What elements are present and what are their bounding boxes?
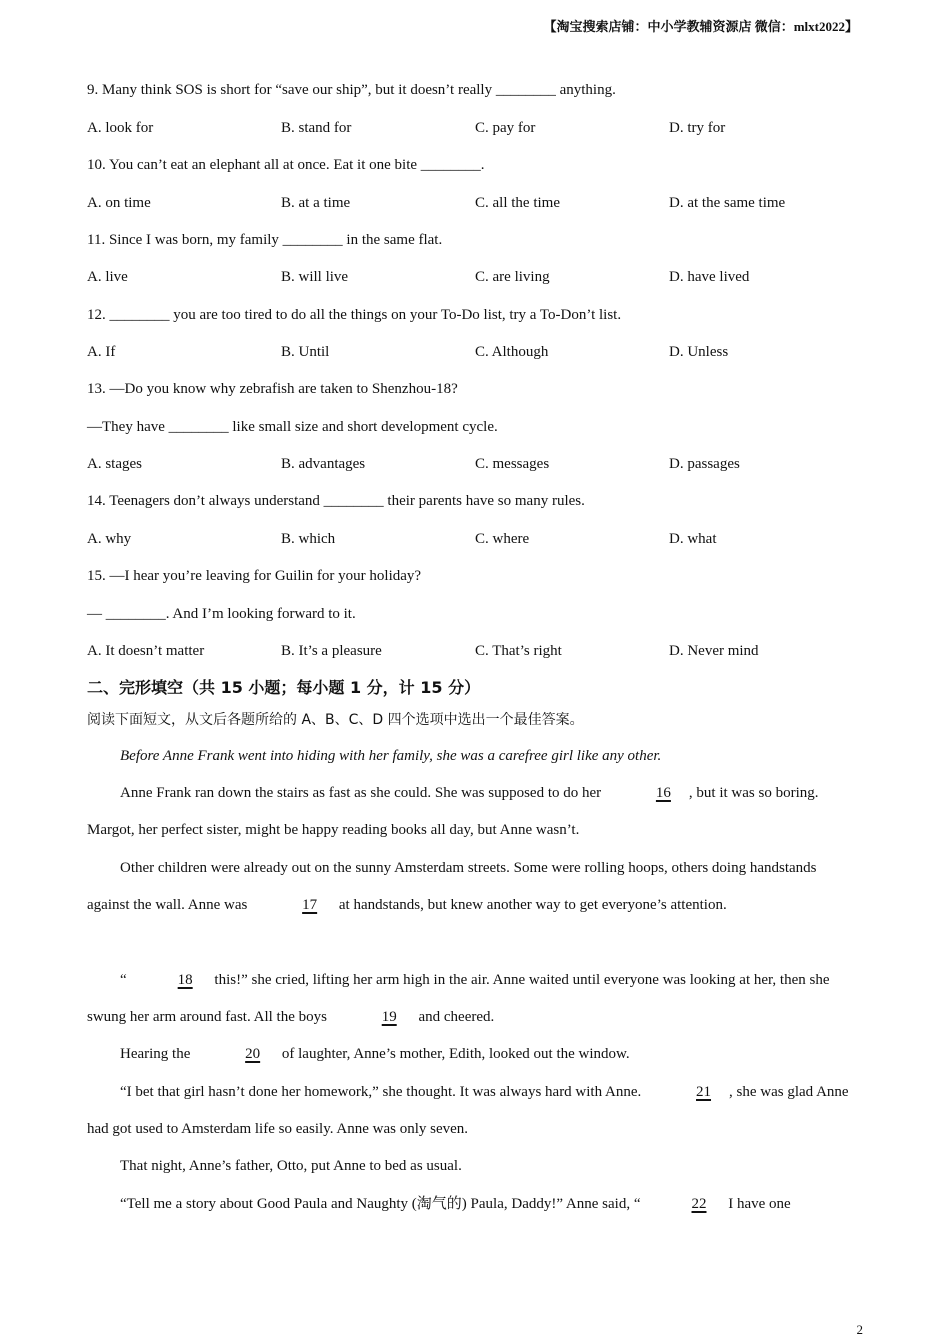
- question-14-stem: 14. Teenagers don’t always understand ________ their parents have so many rules.: [87, 493, 585, 509]
- option-d: D. at the same time: [669, 195, 786, 211]
- text: Hearing the: [120, 1046, 195, 1062]
- option-c: C. all the time: [475, 195, 560, 211]
- option-a: A. stages: [87, 456, 142, 472]
- option-a: A. live: [87, 269, 128, 285]
- blank-20: 20: [245, 1046, 261, 1062]
- passage-paragraph-4: [87, 1036, 858, 1073]
- passage-paragraph-2: [87, 850, 858, 924]
- blank-21: 21: [696, 1084, 712, 1100]
- option-c: C. Although: [475, 344, 549, 360]
- passage-paragraph-6: That night, Anne’s father, Otto, put Anne to bed as usual.: [120, 1158, 462, 1174]
- passage-paragraph-5: [87, 1074, 858, 1148]
- blank-18: 18: [177, 972, 193, 988]
- question-13-options: [87, 456, 867, 476]
- option-d: D. have lived: [669, 269, 750, 285]
- passage-paragraph-3: [87, 962, 858, 1036]
- text: Anne Frank ran down the stairs as fast as she could. She was supposed to do her: [120, 785, 605, 801]
- passage-paragraph-7: [87, 1186, 858, 1223]
- option-d: D. try for: [669, 120, 726, 136]
- text: , but it was so boring. Margot, her perfect sister, might be happy reading books all day, but Anne wasn’t.: [87, 785, 819, 838]
- question-15-options: [87, 643, 867, 663]
- text: “I bet that girl hasn’t done her homework,” she thought. It was always hard with Anne.: [120, 1084, 646, 1100]
- page-number: 2: [856, 1322, 863, 1337]
- question-13-stem: 13. —Do you know why zebrafish are taken to Shenzhou-18?: [87, 381, 458, 397]
- question-12-stem: 12. ________ you are too tired to do all the things on your To-Do list, try a To-Don’t list.: [87, 307, 622, 323]
- option-c: C. where: [475, 531, 530, 547]
- text: Other children were already out on the sunny Amsterdam streets. Some were rolling hoops, others doing handstands against the wall. Anne was: [87, 860, 817, 913]
- option-a: A. It doesn’t matter: [87, 643, 205, 659]
- option-b: B. Until: [281, 344, 330, 360]
- question-12-options: [87, 344, 867, 364]
- option-b: B. which: [281, 531, 336, 547]
- option-b: B. It’s a pleasure: [281, 643, 382, 659]
- option-b: B. will live: [281, 269, 349, 285]
- blank-16: 16: [655, 785, 671, 801]
- blank-22: 22: [691, 1196, 707, 1212]
- text: “: [120, 972, 127, 988]
- question-14-options: [87, 531, 867, 551]
- text: , she was glad Anne had got used to Amsterdam life so easily. Anne was only seven.: [87, 1084, 849, 1137]
- blank-19: 19: [381, 1009, 397, 1025]
- blank-17: 17: [302, 897, 318, 913]
- text: and cheered.: [414, 1009, 495, 1025]
- page-header: 【淘宝搜索店铺：中小学教辅资源店 微信：mlxt2022】: [543, 19, 858, 34]
- text: this!” she cried, lifting her arm high in the air. Anne waited until everyone was looking at her, then she swung her arm around fast. All the boys: [87, 972, 830, 1025]
- question-11-options: [87, 269, 867, 289]
- text: at handstands, but knew another way to get everyone’s attention.: [335, 897, 727, 913]
- option-c: C. pay for: [475, 120, 536, 136]
- question-13-stem-reply: —They have ________ like small size and short development cycle.: [87, 419, 498, 435]
- option-b: B. stand for: [281, 120, 352, 136]
- question-9-stem: 9. Many think SOS is short for “save our ship”, but it doesn’t really ________ anything.: [87, 82, 616, 98]
- option-d: D. Never mind: [669, 643, 759, 659]
- option-a: A. on time: [87, 195, 151, 211]
- option-b: B. advantages: [281, 456, 366, 472]
- option-a: A. why: [87, 531, 132, 547]
- question-10-options: [87, 195, 867, 215]
- question-15-stem-reply: — ________. And I’m looking forward to it.: [87, 606, 356, 622]
- question-11-stem: 11. Since I was born, my family ________ in the same flat.: [87, 232, 443, 248]
- section-title: 二、完形填空（共 15 小题；每小题 1 分，计 15 分）: [87, 678, 481, 697]
- text: “Tell me a story about Good Paula and Naughty (淘气的) Paula, Daddy!” Anne said, “: [120, 1196, 641, 1212]
- section-instruction: 阅读下面短文，从文后各题所给的 A、B、C、D 四个选项中选出一个最佳答案。: [87, 712, 584, 728]
- option-d: D. Unless: [669, 344, 729, 360]
- option-b: B. at a time: [281, 195, 351, 211]
- option-d: D. what: [669, 531, 717, 547]
- option-a: A. look for: [87, 120, 154, 136]
- passage-paragraph-1: [87, 775, 858, 849]
- option-a: A. If: [87, 344, 116, 360]
- text: of laughter, Anne’s mother, Edith, looked out the window.: [278, 1046, 630, 1062]
- question-15-stem: 15. —I hear you’re leaving for Guilin for your holiday?: [87, 568, 422, 584]
- question-10-stem: 10. You can’t eat an elephant all at once. Eat it one bite ________.: [87, 157, 485, 173]
- option-c: C. are living: [475, 269, 550, 285]
- option-c: C. messages: [475, 456, 550, 472]
- question-9-options: [87, 120, 867, 140]
- option-c: C. That’s right: [475, 643, 562, 659]
- option-d: D. passages: [669, 456, 740, 472]
- passage-intro: [87, 738, 858, 775]
- intro-text: Before Anne Frank went into hiding with her family, she was a carefree girl like any other.: [120, 748, 662, 764]
- text: I have one: [724, 1196, 791, 1212]
